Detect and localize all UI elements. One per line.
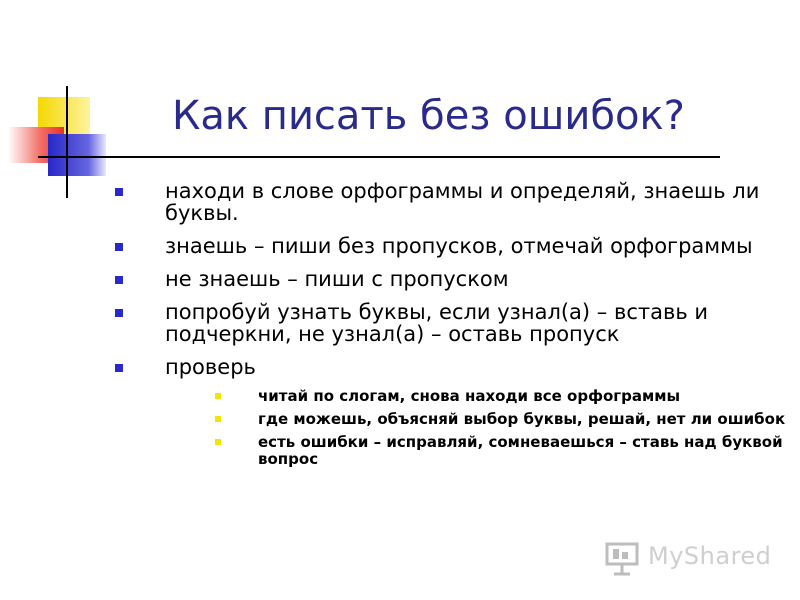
sub-bullet-list	[215, 388, 790, 468]
list-item	[110, 180, 790, 224]
bullet-text: проверь	[165, 355, 256, 379]
bullet-text: знаешь – пиши без пропусков, отмечай орфограммы	[165, 234, 753, 258]
sub-list-item	[215, 434, 790, 468]
bullet-text: попробуй узнать буквы, если узнал(а) – вставь и подчеркни, не узнал(а) – оставь пропуск	[165, 300, 709, 346]
bullet-marker	[115, 276, 123, 284]
bullet-marker	[115, 188, 123, 196]
title-underline	[38, 156, 720, 158]
watermark-logo	[604, 540, 774, 576]
list-item	[110, 268, 790, 290]
bullet-marker	[115, 243, 123, 251]
corner-decoration-icon	[0, 0, 140, 200]
projector-icon	[604, 540, 642, 576]
sub-bullet-text: читай по слогам, снова находи все орфограммы	[258, 387, 681, 405]
bullet-text: не знаешь – пиши с пропуском	[165, 267, 509, 291]
slide-title: Как писать без ошибок?	[172, 93, 685, 139]
bullet-text: находи в слове орфограммы и определяй, знаешь ли буквы.	[165, 179, 760, 225]
bullet-marker	[115, 364, 123, 372]
bullet-marker	[115, 309, 123, 317]
list-item	[110, 301, 790, 345]
sub-bullet-marker	[215, 393, 221, 399]
sub-bullet-marker	[215, 439, 221, 445]
sub-bullet-text: есть ошибки – исправляй, сомневаешься – ставь над буквой вопрос	[258, 433, 783, 468]
sub-bullet-marker	[215, 416, 221, 422]
watermark-text: MyShared	[648, 542, 772, 570]
sub-bullet-text: где можешь, объясняй выбор буквы, решай, нет ли ошибок	[258, 410, 786, 428]
list-item	[110, 356, 790, 468]
bullet-list	[110, 180, 790, 479]
list-item	[110, 235, 790, 257]
sub-list-item	[215, 411, 790, 428]
sub-list-item	[215, 388, 790, 405]
